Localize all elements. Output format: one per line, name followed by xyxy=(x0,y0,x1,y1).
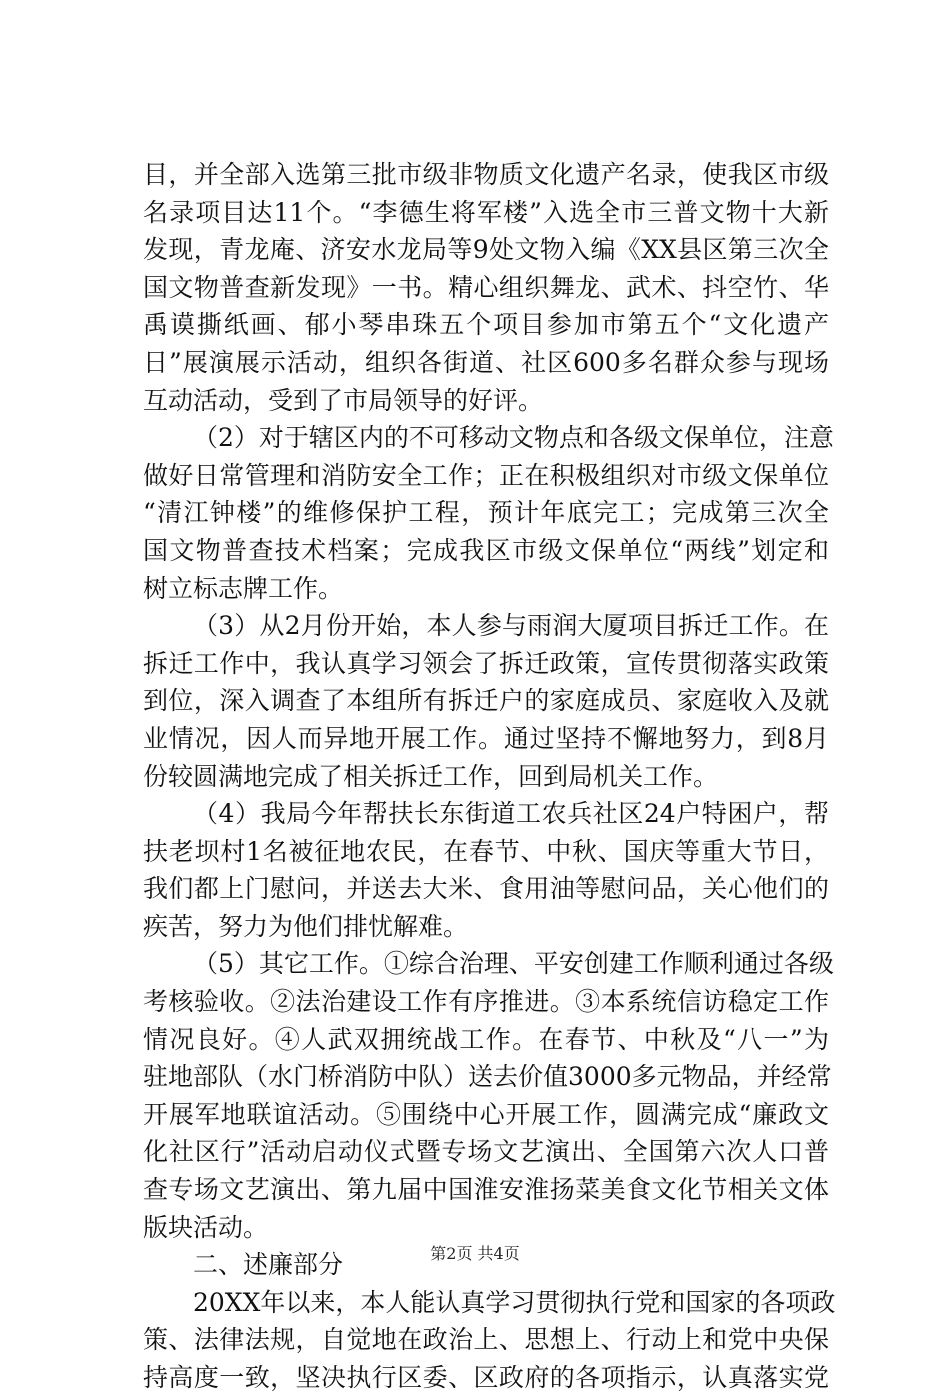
paragraph-start-line: （4）我局今年帮扶长东街道工农兵社区24户特困户，帮 xyxy=(193,799,829,829)
text-line: 持高度一致，坚决执行区委、区政府的各项指示，认真落实党 xyxy=(143,1363,829,1392)
paragraph-start-line: （3）从2月份开始，本人参与雨润大厦项目拆迁工作。在 xyxy=(193,611,829,641)
text-line: 日”展演展示活动，组织各街道、社区600多名群众参与现场 xyxy=(143,347,829,377)
text-line: 业情况，因人而异地开展工作。通过坚持不懈地努力，到8月 xyxy=(143,723,829,753)
paragraph-start-line: （5）其它工作。①综合治理、平安创建工作顺利通过各级 xyxy=(193,949,834,979)
text-line: 策、法律法规，自觉地在政治上、思想上、行动上和党中央保 xyxy=(143,1325,829,1355)
text-line: 树立标志牌工作。 xyxy=(143,573,344,603)
text-line: 禹谟撕纸画、郁小琴串珠五个项目参加市第五个“文化遗产 xyxy=(143,310,829,340)
text-line: 国文物普查新发现》一书。精心组织舞龙、武术、抖空竹、华 xyxy=(143,272,829,302)
text-line: 份较圆满地完成了相关拆迁工作，回到局机关工作。 xyxy=(143,761,719,791)
text-line: 到位，深入调查了本组所有拆迁户的家庭成员、家庭收入及就 xyxy=(143,686,829,716)
paragraph-start-line: 20XX年以来，本人能认真学习贯彻执行党和国家的各项政 xyxy=(193,1287,836,1317)
text-line: 查专场文艺演出、第九届中国淮安淮扬菜美食文化节相关文体 xyxy=(143,1175,829,1205)
text-line: 化社区行”活动启动仪式暨专场文艺演出、全国第六次人口普 xyxy=(143,1137,829,1167)
text-line: 情况良好。④人武双拥统战工作。在春节、中秋及“八一”为 xyxy=(143,1024,829,1054)
text-line: 互动活动，受到了市局领导的好评。 xyxy=(143,385,544,415)
text-line: “清江钟楼”的维修保护工程，预计年底完工；完成第三次全 xyxy=(143,498,829,528)
text-line: 发现，青龙庵、济安水龙局等9处文物入编《XX县区第三次全 xyxy=(143,235,829,265)
paragraph-start-line: （2）对于辖区内的不可移动文物点和各级文保单位，注意 xyxy=(193,423,834,453)
page-number-footer: 第2页 共4页 xyxy=(430,1244,520,1263)
text-line: 拆迁工作中，我认真学习领会了拆迁政策，宣传贯彻落实政策 xyxy=(143,648,829,678)
text-line: 目，并全部入选第三批市级非物质文化遗产名录，使我区市级 xyxy=(143,160,829,189)
text-line: 版块活动。 xyxy=(143,1212,269,1242)
text-line: 疾苦，努力为他们排忧解难。 xyxy=(143,911,469,941)
text-line: 考核验收。②法治建设工作有序推进。③本系统信访稳定工作 xyxy=(143,987,829,1017)
document-body xyxy=(143,156,836,1397)
section-heading: 二、述廉部分 xyxy=(193,1250,344,1280)
text-line: 扶老坝村1名被征地农民，在春节、中秋、国庆等重大节日， xyxy=(143,836,829,866)
text-line: 做好日常管理和消防安全工作；正在积极组织对市级文保单位 xyxy=(143,460,829,490)
text-line: 开展军地联谊活动。⑤围绕中心开展工作，圆满完成“廉政文 xyxy=(143,1099,829,1129)
text-line: 国文物普查技术档案；完成我区市级文保单位“两线”划定和 xyxy=(143,535,829,565)
text-line: 驻地部队（水门桥消防中队）送去价值3000多元物品，并经常 xyxy=(143,1062,832,1092)
text-line: 我们都上门慰问，并送去大米、食用油等慰问品，关心他们的 xyxy=(143,874,829,904)
text-line: 名录项目达11个。“李德生将军楼”入选全市三普文物十大新 xyxy=(143,197,829,227)
